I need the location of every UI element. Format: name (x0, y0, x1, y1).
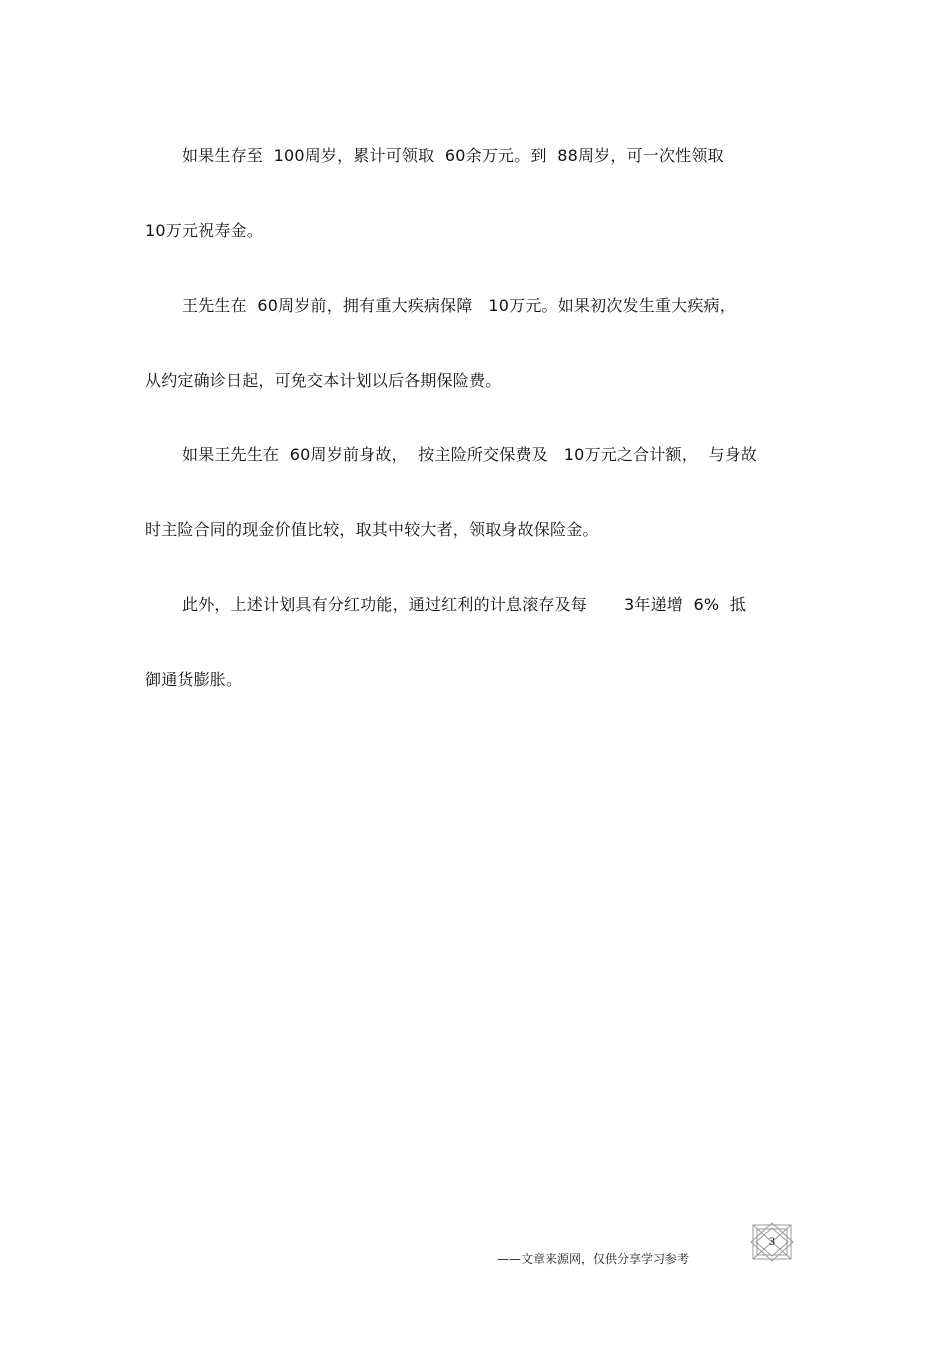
footer-source-note: ——文章来源网，仅供分享学习参考 (497, 1252, 690, 1266)
paragraph-3-line-1: 如果王先生在 60周岁前身故， 按主险所交保费及 10万元之合计额， 与身故 (182, 445, 758, 464)
paragraph-2-line-1: 王先生在 60周岁前，拥有重大疾病保障 10万元。如果初次发生重大疾病， (182, 296, 736, 315)
paragraph-1-line-1: 如果生存至 100周岁，累计可领取 60余万元。到 88周岁，可一次性领取 (182, 146, 724, 165)
paragraph-4-line-2: 御通货膨胀。 (145, 670, 243, 689)
page-number: 3 (769, 1234, 775, 1248)
page-number-badge (749, 1222, 795, 1262)
paragraph-2-line-2: 从约定确诊日起，可免交本计划以后各期保险费。 (145, 371, 502, 390)
paragraph-1-line-2: 10万元祝寿金。 (145, 221, 263, 240)
paragraph-3-line-2: 时主险合同的现金价值比较，取其中较大者，领取身故保险金。 (145, 520, 599, 539)
paragraph-4-line-1: 此外，上述计划具有分红功能，通过红利的计息滚存及每 3年递增 6% 抵 (182, 595, 747, 614)
